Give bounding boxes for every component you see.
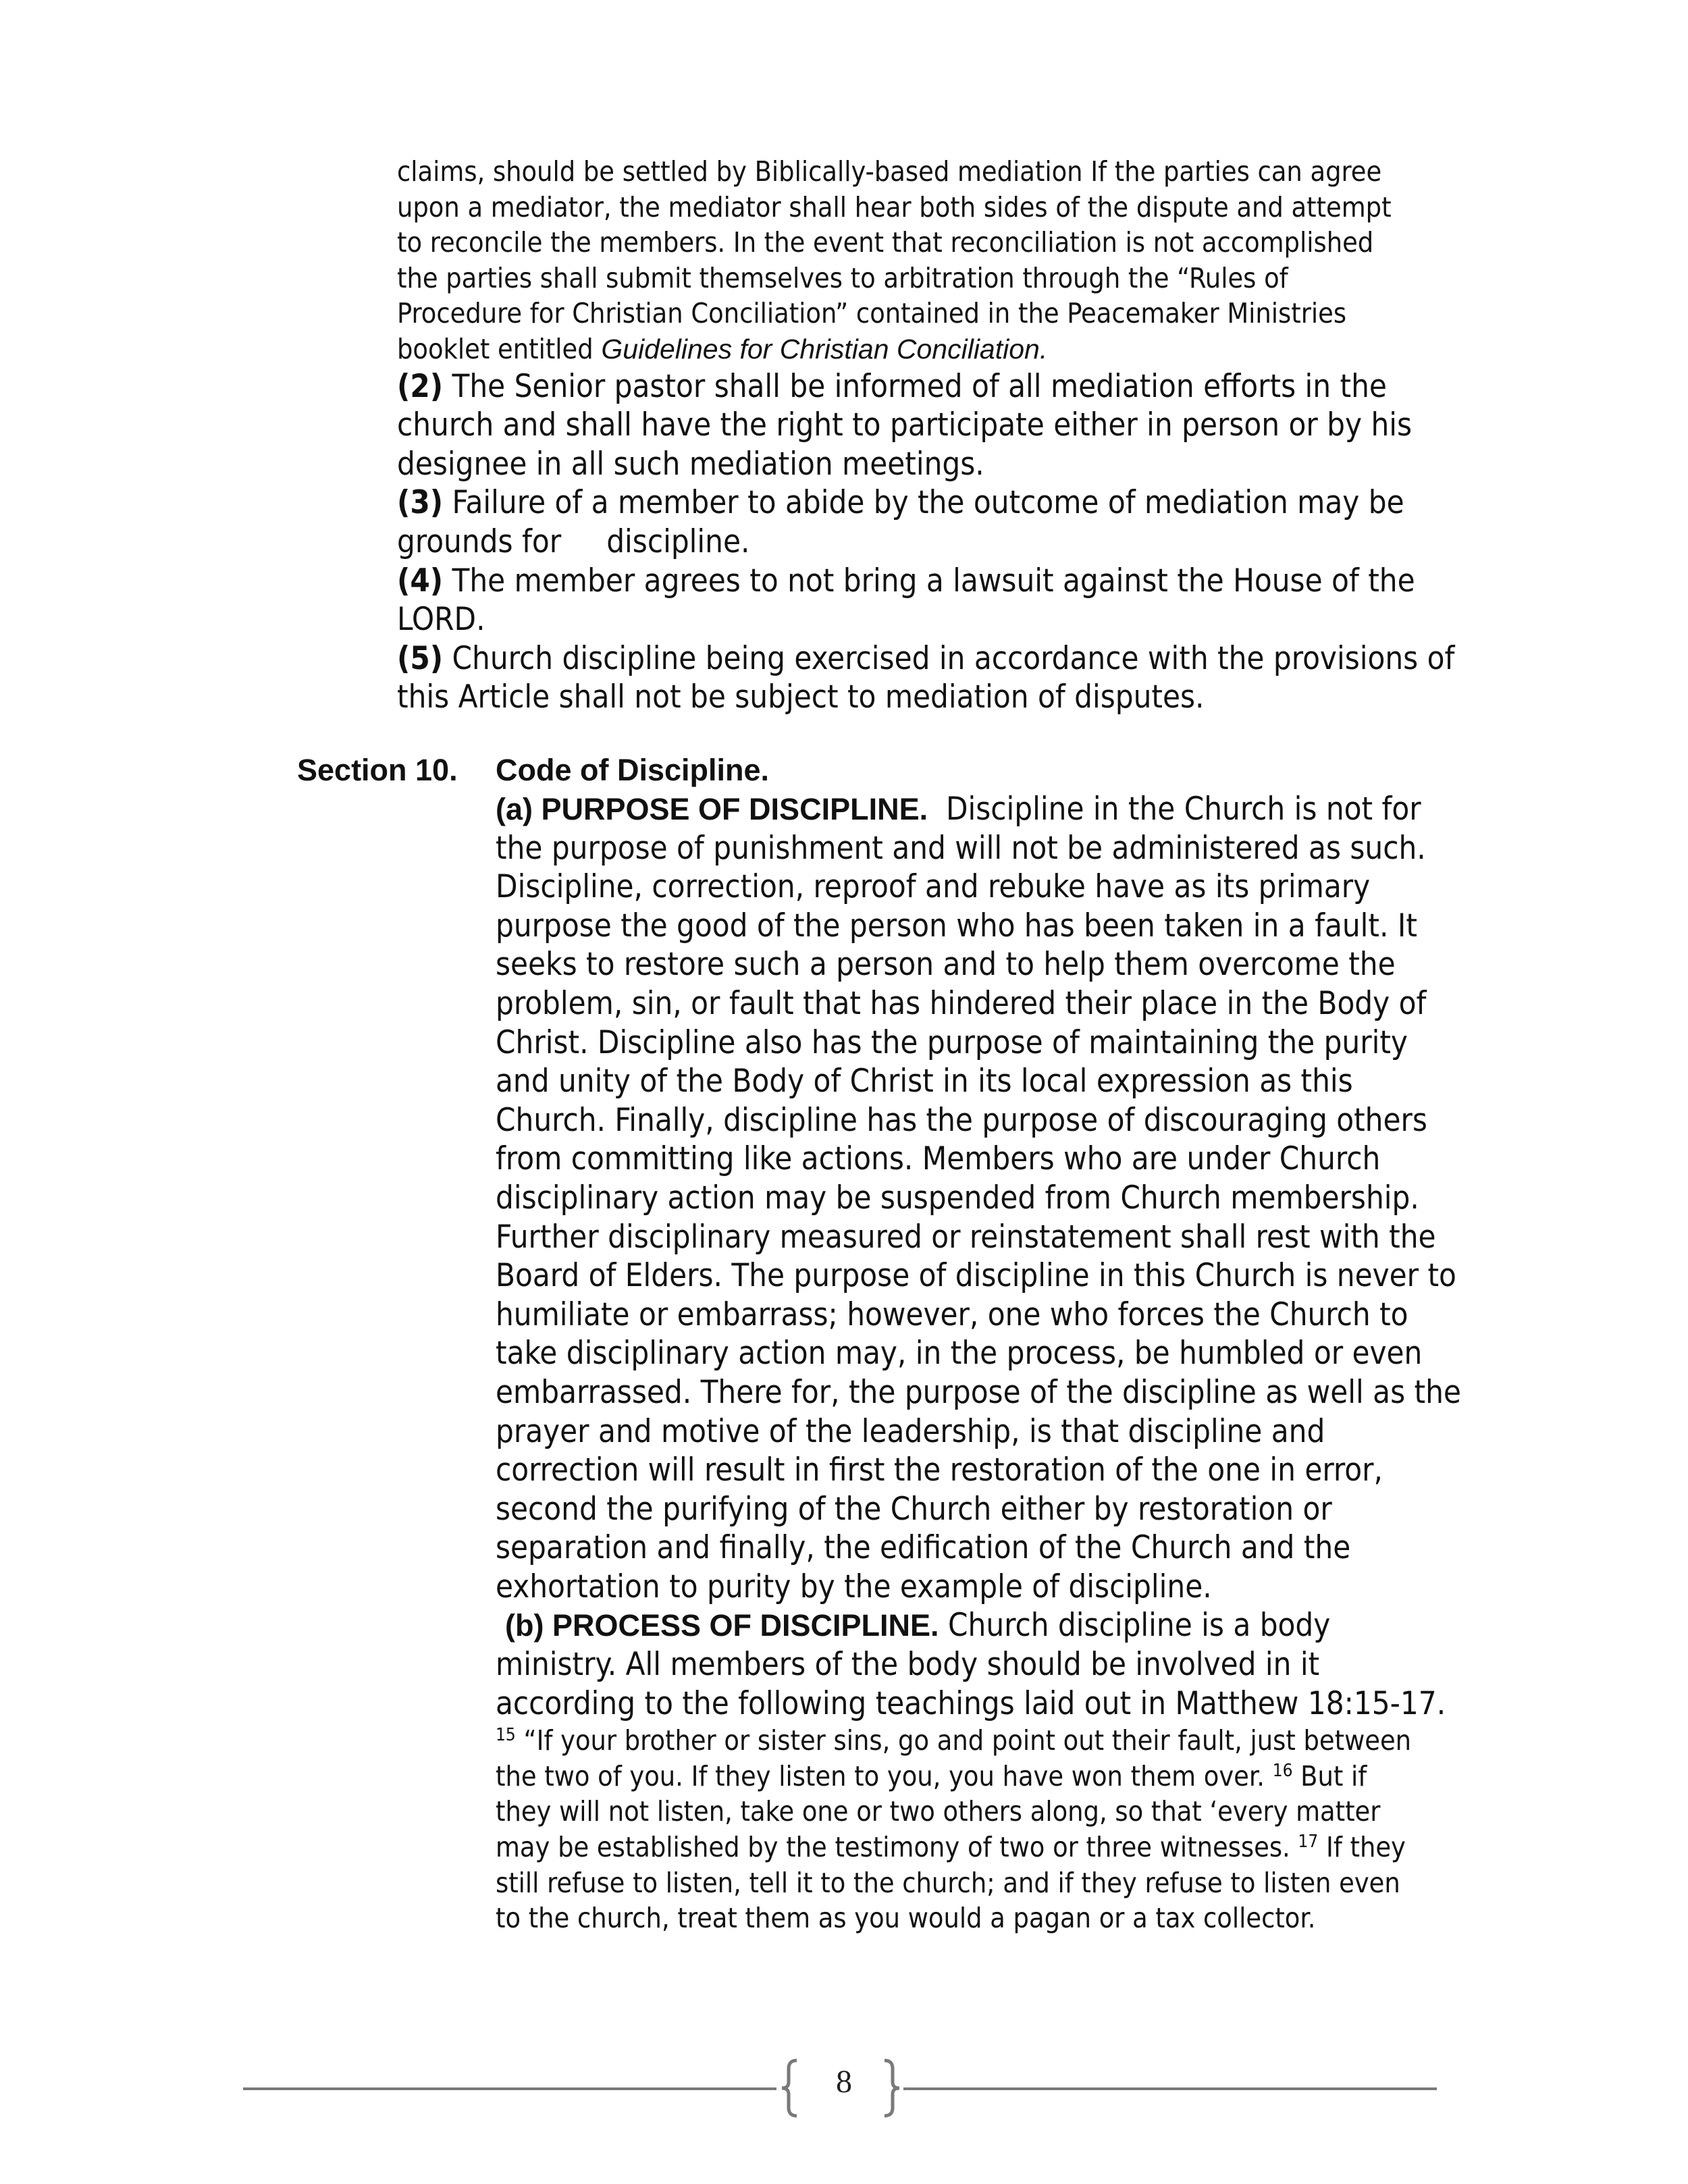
purpose-line: and unity of the Body of Christ in its local expression as this — [496, 1063, 1353, 1100]
purpose-first-line: Discipline in the Church is not for — [928, 791, 1421, 828]
code-of-discipline-body — [496, 790, 1535, 1936]
purpose-line: humiliate or embarrass; however, one who forces the Church to — [496, 1296, 1408, 1333]
left-brace-icon — [776, 2058, 803, 2119]
item-text: grounds for discipline. — [397, 523, 750, 560]
clause-line: to reconcile the members. In the event that reconciliation is not accomplished — [397, 226, 1374, 259]
verse-text: If they — [1318, 1831, 1406, 1864]
process-first-line: Church discipline is a body — [939, 1607, 1331, 1645]
purpose-line: disciplinary action may be suspended from Church membership. — [496, 1179, 1419, 1217]
section-label: Section 10. — [297, 753, 458, 787]
purpose-line: problem, sin, or fault that has hindered their place in the Body of — [496, 984, 1427, 1022]
item-number: (3) — [397, 484, 444, 522]
purpose-line: Further disciplinary measured or reinstatement shall rest with the — [496, 1218, 1436, 1256]
purpose-line: seeks to restore such a person and to help them overcome the — [496, 946, 1396, 984]
clause-line: the parties shall submit themselves to arbitration through the “Rules of — [397, 261, 1288, 294]
booklet-prefix: booklet entitled — [397, 332, 602, 365]
item-5 — [397, 639, 1504, 717]
footer-rule-left — [243, 2087, 776, 2090]
purpose-paragraph — [496, 790, 1535, 1606]
clause-line: upon a mediator, the mediator shall hear both sides of the dispute and attempt — [397, 190, 1392, 223]
item-3 — [397, 483, 1504, 561]
purpose-line: prayer and motive of the leadership, is that discipline and — [496, 1412, 1325, 1450]
mediation-clause — [397, 154, 1504, 717]
purpose-line: purpose the good of the person who has been taken in a fault. It — [496, 907, 1417, 944]
item-text: church and shall have the right to participate either in person or by his — [397, 406, 1413, 444]
item-4 — [397, 562, 1504, 639]
section-title: Code of Discipline. — [496, 753, 770, 787]
purpose-line: Board of Elders. The purpose of discipline in this Church is never to — [496, 1257, 1456, 1295]
purpose-line: Christ. Discipline also has the purpose of maintaining the purity — [496, 1023, 1408, 1061]
verse-text: they will not listen, take one or two others along, so that ‘every matter — [496, 1795, 1381, 1828]
item-text: Failure of a member to abide by the outcome of mediation may be — [443, 484, 1404, 522]
clause-text — [397, 154, 1504, 367]
verse-text: still refuse to listen, tell it to the church; and if they refuse to listen even — [496, 1866, 1400, 1899]
item-text: this Article shall not be subject to mediation of disputes. — [397, 678, 1205, 716]
verse-number: 17 — [1298, 1832, 1319, 1853]
clause-line: Procedure for Christian Conciliation” contained in the Peacemaker Ministries — [397, 297, 1347, 330]
purpose-line: the purpose of punishment and will not be administered as such. — [496, 829, 1426, 867]
verse-number: 16 — [1272, 1760, 1293, 1781]
purpose-heading: (a) PURPOSE OF DISCIPLINE. — [496, 792, 928, 826]
purpose-line: Discipline, correction, reproof and rebuke have as its primary — [496, 868, 1371, 906]
item-2 — [397, 367, 1504, 484]
process-line: according to the following teachings laid out in Matthew 18:15-17. — [496, 1684, 1446, 1722]
item-text: designee in all such mediation meetings. — [397, 445, 984, 483]
process-line: ministry. All members of the body should be involved in it — [496, 1646, 1320, 1684]
item-number: (4) — [397, 562, 444, 600]
scripture-quote — [496, 1723, 1535, 1936]
item-number: (2) — [397, 367, 444, 405]
purpose-line: separation and finally, the edification of the Church and the — [496, 1529, 1351, 1567]
clause-line: claims, should be settled by Biblically-based mediation If the parties can agree — [397, 155, 1382, 188]
verse-text: “If your brother or sister sins, go and point out their fault, just between — [515, 1724, 1412, 1757]
verse-text: But if — [1292, 1759, 1367, 1792]
right-brace-icon — [878, 2058, 905, 2119]
purpose-line: second the purifying of the Church either by restoration or — [496, 1490, 1332, 1528]
purpose-line: correction will result in first the restoration of the one in error, — [496, 1451, 1383, 1489]
purpose-line: from committing like actions. Members who are under Church — [496, 1140, 1381, 1178]
item-text: The member agrees to not bring a lawsuit against the House of the — [443, 562, 1415, 600]
page-number: 8 — [836, 2064, 852, 2100]
page-footer — [0, 2052, 1688, 2127]
item-text: Church discipline being exercised in accordance with the provisions of — [443, 639, 1455, 677]
clause-line — [397, 331, 1504, 367]
booklet-title: Guidelines for Christian Conciliation. — [601, 333, 1048, 365]
section-heading — [297, 751, 769, 790]
footer-rule-right — [903, 2087, 1437, 2090]
purpose-line: Church. Finally, discipline has the purpose of discouraging others — [496, 1101, 1427, 1139]
process-heading: (b) PROCESS OF DISCIPLINE. — [505, 1608, 939, 1643]
item-number: (5) — [397, 639, 444, 677]
verse-text: the two of you. If they listen to you, you have won them over. — [496, 1759, 1273, 1792]
verse-text: to the church, treat them as you would a pagan or a tax collector. — [496, 1902, 1316, 1935]
verse-text: may be established by the testimony of two or three witnesses. — [496, 1831, 1298, 1864]
item-text: LORD. — [397, 601, 485, 639]
item-text: The Senior pastor shall be informed of all mediation efforts in the — [443, 367, 1387, 405]
purpose-line: embarrassed. There for, the purpose of the discipline as well as the — [496, 1373, 1461, 1411]
purpose-line: take disciplinary action may, in the process, be humbled or even — [496, 1335, 1423, 1373]
process-paragraph — [496, 1606, 1535, 1723]
purpose-line: exhortation to purity by the example of discipline. — [496, 1568, 1212, 1605]
verse-number: 15 — [496, 1725, 516, 1746]
